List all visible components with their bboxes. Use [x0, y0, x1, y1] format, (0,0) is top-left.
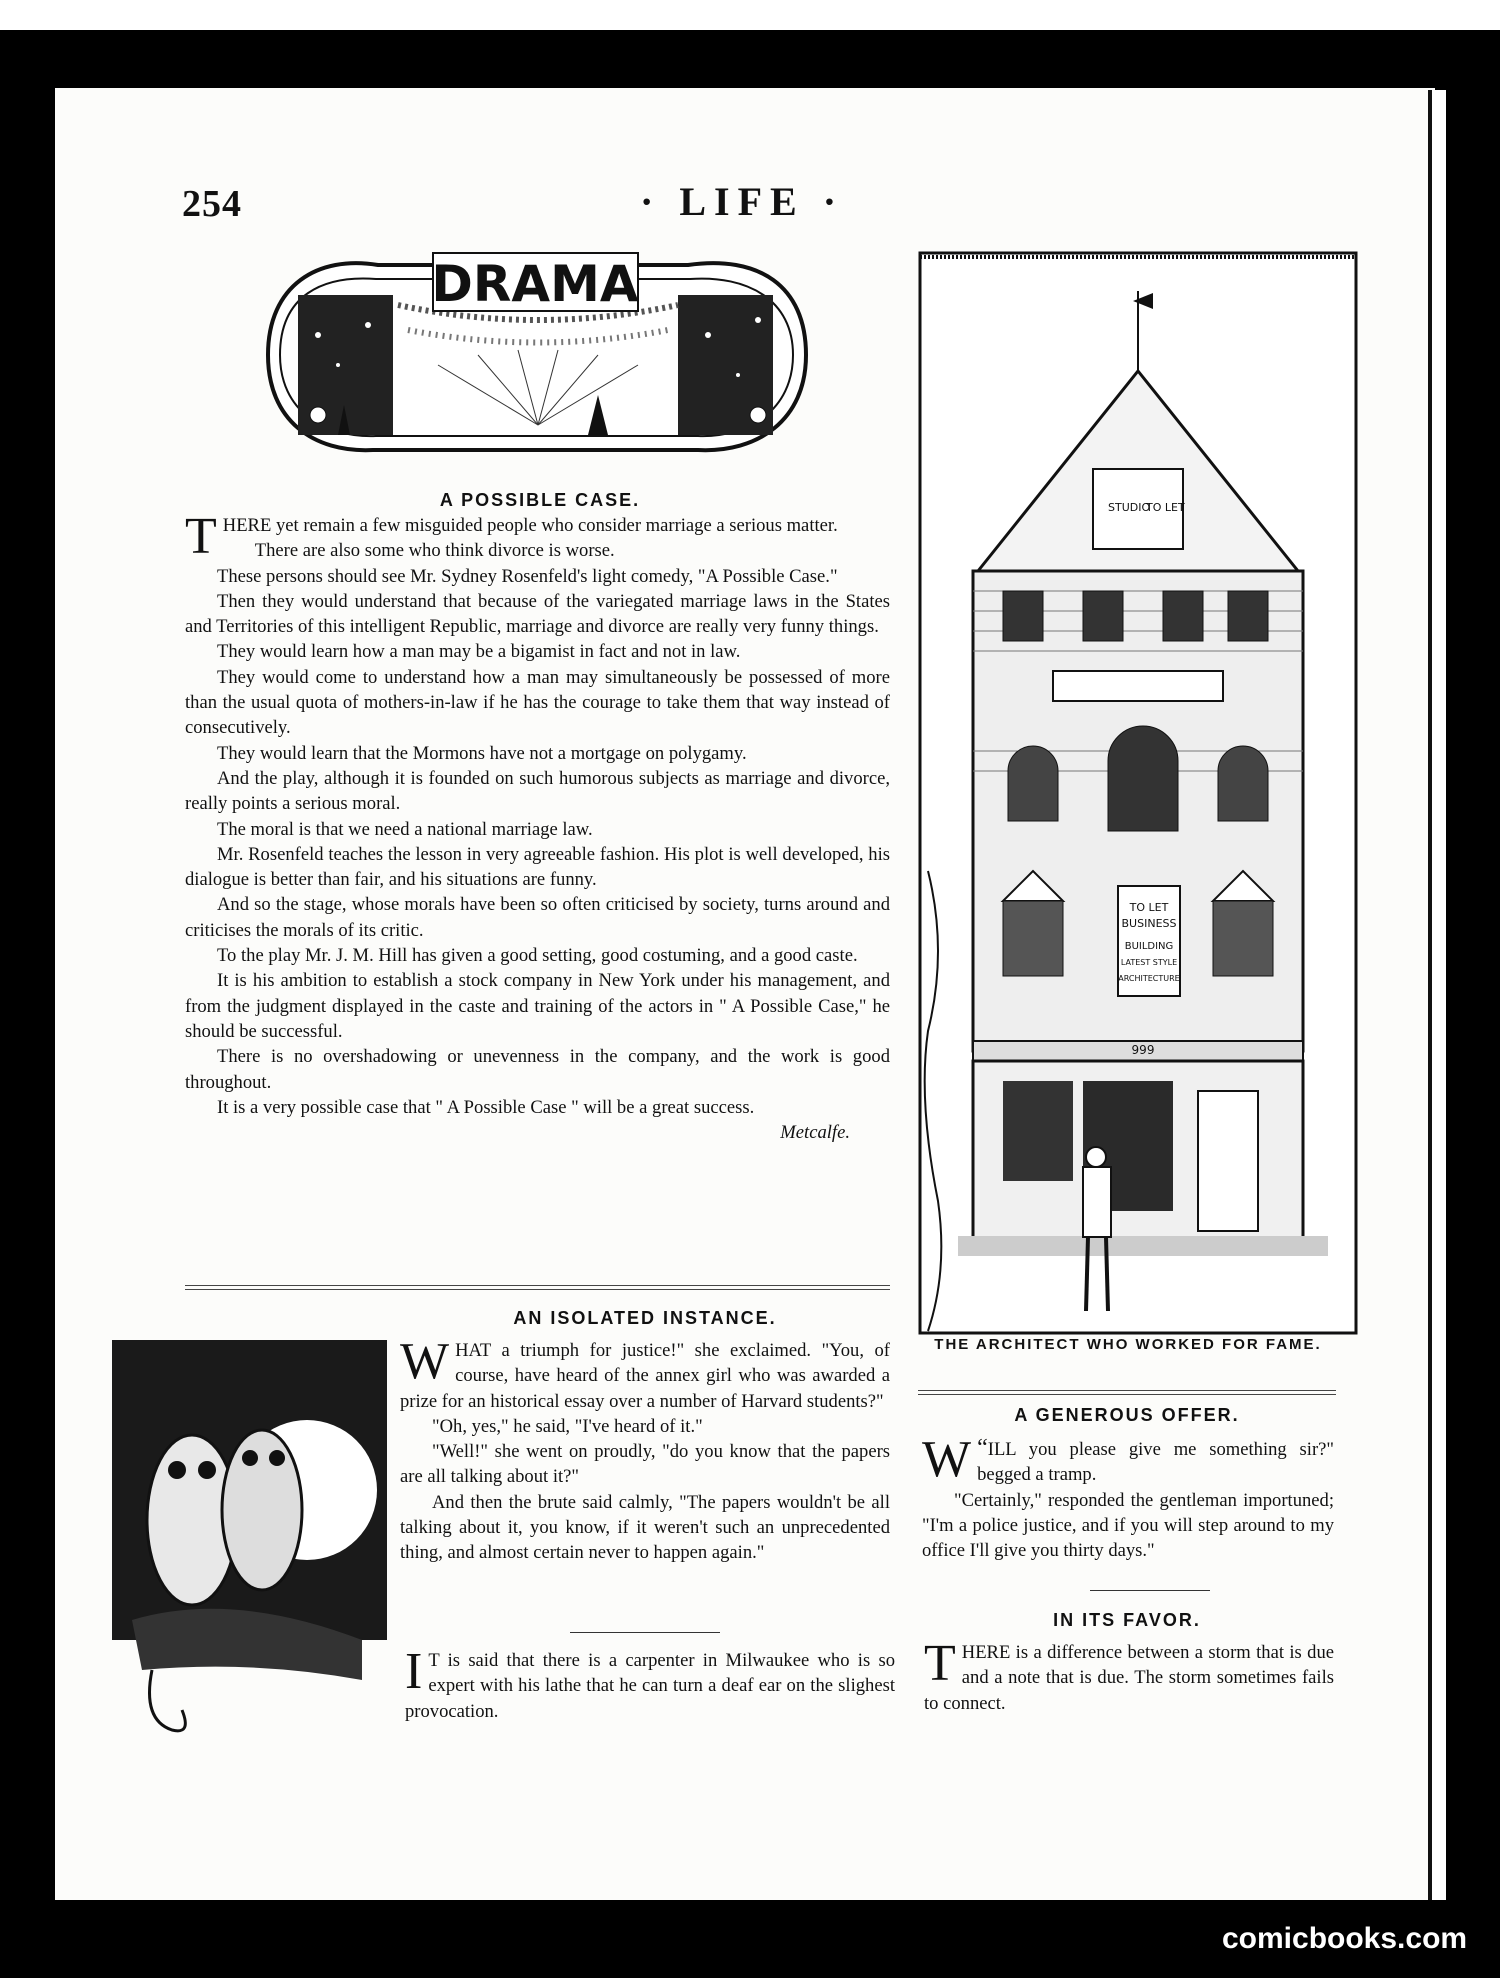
sign-architecture: ARCHITECTURE	[1118, 974, 1180, 983]
sign-building: BUILDING	[1124, 941, 1174, 952]
drama-paragraph: They would learn how a man may be a bigamist in fact and not in law.	[217, 641, 741, 663]
short-divider	[570, 1632, 720, 1633]
isolated-article	[400, 1333, 890, 1566]
section-divider	[918, 1390, 1336, 1395]
illustration-caption: THE ARCHITECT WHO WORKED FOR FAME.	[934, 1336, 1322, 1353]
generous-article	[922, 1431, 1334, 1563]
drama-heading: A POSSIBLE CASE.	[439, 490, 641, 510]
watermark: comicbooks.com	[1222, 1922, 1468, 1955]
drama-paragraph: The moral is that we need a national marriage law.	[217, 818, 593, 840]
isolated-paragraph	[400, 1333, 890, 1414]
isolated-paragraph: "Well!" she went on proudly, "do you know that the papers are all talking about it?"	[400, 1441, 890, 1488]
sign-studio: STUDIO	[1108, 501, 1151, 514]
isolated-paragraph: "Oh, yes," he said, "I've heard of it."	[432, 1415, 703, 1437]
drama-paragraph: They would come to understand how a man may simultaneously be possessed of more than the usual quota of mothers-in-law if he has the courage to take them that way instead of consecutively.	[185, 666, 890, 739]
drop-cap: T	[924, 1635, 956, 1692]
paragraph-text: ILL you please give me something sir?" begged a tramp.	[977, 1439, 1334, 1486]
drama-paragraph: It is a very possible case that " A Possible Case " will be a great success.	[217, 1096, 755, 1118]
paragraph-text: HAT a triumph for justice!" she exclaimed. "You, of course, have heard of the annex girl who was awarded a prize for an historical essay over a number of Harvard students?"	[400, 1340, 890, 1412]
generous-paragraph	[922, 1431, 1334, 1488]
drama-banner-illustration	[258, 245, 813, 463]
drama-article	[185, 508, 890, 1145]
paragraph-text: T is said that there is a carpenter in Milwaukee who is so expert with his lathe that he can turn a deaf ear on the slighest provocation.	[405, 1650, 895, 1722]
top-margin-strip	[0, 0, 1500, 30]
favor-paragraph	[924, 1635, 1334, 1716]
drama-paragraph: There is no overshadowing or unevenness in the company, and the work is good throughout.	[185, 1046, 890, 1093]
generous-paragraph: "Certainly," responded the gentleman importuned; "I'm a police justice, and if you will step around to my office I'll give you thirty days."	[922, 1489, 1334, 1562]
drop-cap: I	[405, 1643, 423, 1700]
page-number: 254	[182, 183, 242, 225]
generous-heading: A GENEROUS OFFER.	[1014, 1405, 1240, 1425]
drama-paragraph: Mr. Rosenfeld teaches the lesson in very agreeable fashion. His plot is well developed, his dialogue is better than fair, and his situations are funny.	[185, 843, 890, 891]
paragraph-text: HERE yet remain a few misguided people who consider marriage a serious matter.	[222, 515, 838, 536]
page-edge	[1428, 90, 1446, 1900]
drama-paragraph: These persons should see Mr. Sydney Rosenfeld's light comedy, "A Possible Case."	[217, 565, 838, 587]
banner-title: DRAMA	[431, 255, 639, 313]
favor-heading: IN ITS FAVOR.	[1053, 1610, 1201, 1630]
sign-999: 999	[1131, 1043, 1155, 1057]
drop-cap: T	[185, 508, 217, 565]
milwaukee-paragraph	[405, 1643, 895, 1724]
owl-illustration	[112, 1340, 387, 1748]
drop-cap: W	[922, 1431, 972, 1488]
isolated-heading: AN ISOLATED INSTANCE.	[513, 1308, 777, 1328]
drama-paragraph: They would learn that the Mormons have not a mortgage on polygamy.	[217, 742, 747, 764]
author-signature: Metcalfe.	[780, 1122, 850, 1144]
sign-latest-style: LATEST STYLE	[1120, 958, 1178, 967]
drama-paragraph: And so the stage, whose morals have been so often criticised by society, turns around and criticises the morals of its critic.	[185, 894, 890, 941]
section-divider	[185, 1285, 890, 1290]
drama-paragraph: And the play, although it is founded on such humorous subjects as marriage and divorce, really points a serious moral.	[185, 767, 890, 815]
paragraph-text: HERE is a difference between a storm that is due and a note that is due. The storm sometimes fails to connect.	[924, 1642, 1334, 1714]
masthead: · LIFE ·	[640, 179, 845, 224]
sign-to-let: TO LET	[1146, 501, 1185, 514]
drama-paragraph: To the play Mr. J. M. Hill has given a good setting, good costuming, and a good caste.	[217, 945, 858, 967]
drama-paragraph: There are also some who think divorce is worse.	[254, 540, 615, 562]
building-illustration	[918, 251, 1358, 1341]
drama-paragraph: Then they would understand that because of the variegated marriage laws in the States and Territories of this intelligent Republic, marriage and divorce are really very funny things.	[185, 590, 890, 638]
drama-paragraph: It is his ambition to establish a stock company in New York under his management, and from the judgment displayed in the caste and training of the actors in " A Possible Case," he should be successful.	[185, 970, 890, 1042]
sign-to-let-2: TO LET	[1129, 901, 1169, 914]
sign-business: BUSINESS	[1121, 917, 1177, 930]
short-divider	[1090, 1590, 1210, 1591]
drop-cap: W	[400, 1333, 450, 1390]
isolated-paragraph: And then the brute said calmly, "The papers wouldn't be all talking about it, you know, if it weren't such an unprecedented thing, and almost certain never to happen again."	[400, 1491, 890, 1564]
open-quote: “	[977, 1435, 988, 1461]
